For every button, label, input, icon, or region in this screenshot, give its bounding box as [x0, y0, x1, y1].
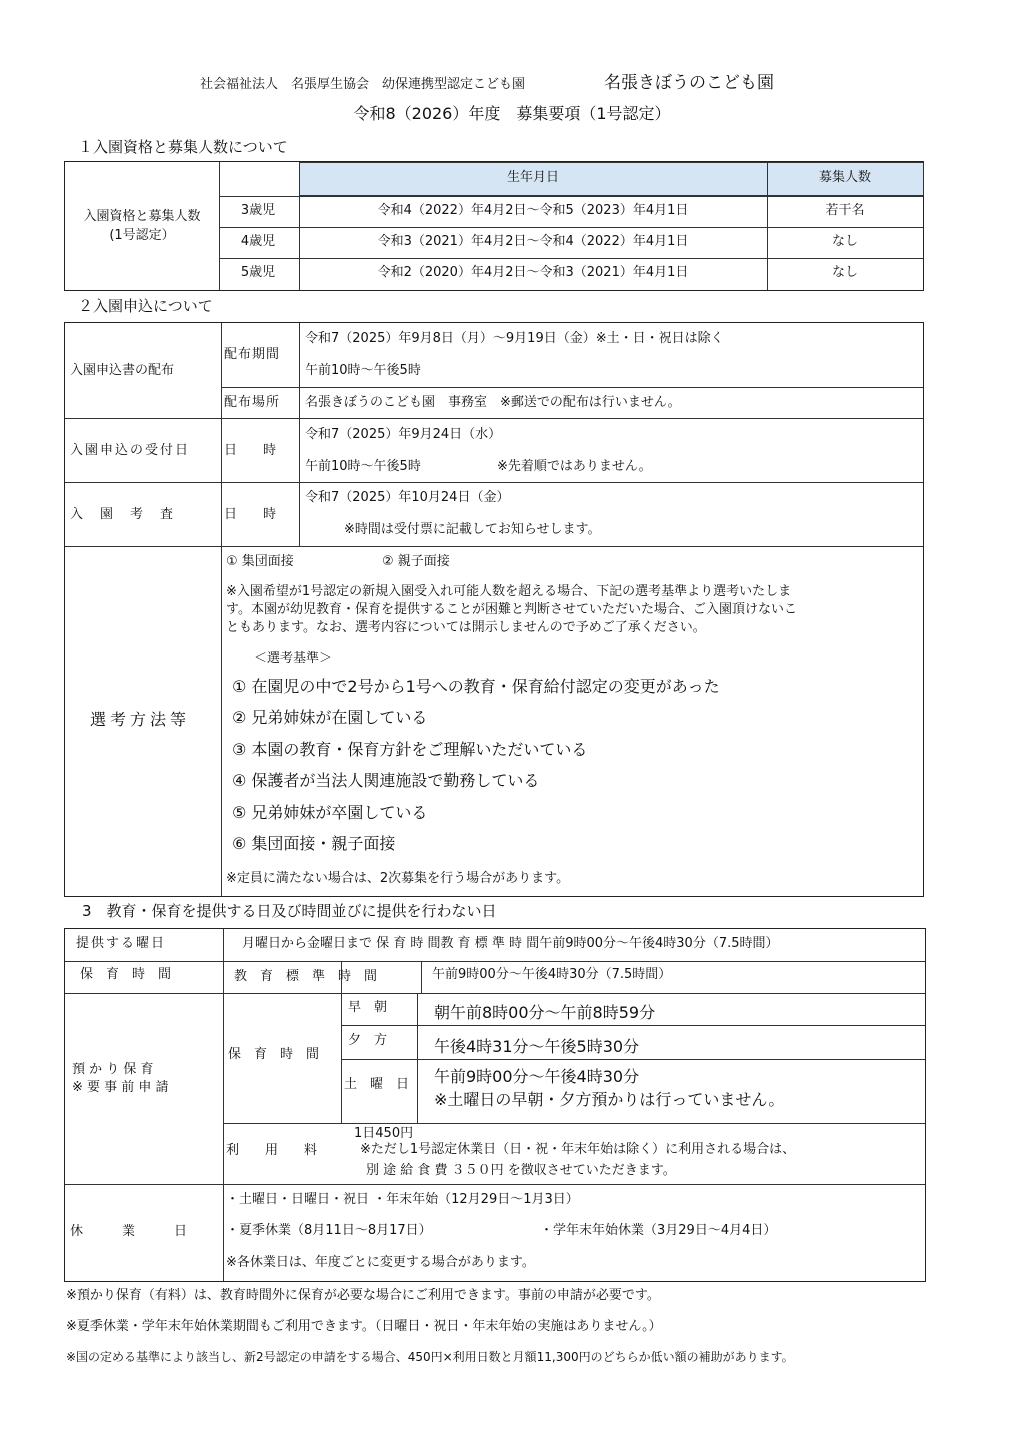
org-line: 社会福祉法人 名張厚生協会 幼保連携型認定こども園 [200, 77, 526, 92]
footnote-2: ※夏季休業・学年末年始休業期間もご利用できます。（日曜日・祝日・年末年始の実施はありません。） [66, 1319, 662, 1334]
accept-label: 入園申込の受付日 [70, 443, 191, 458]
early-value: 朝午前8時00分～午前8時59分 [434, 1003, 656, 1022]
accept-sub: 日 時 [224, 443, 277, 458]
dist-period-label: 配布期間 [224, 347, 281, 362]
section2-heading: ２入園申込について [78, 297, 213, 315]
fee-label: 利 用 料 [226, 1143, 318, 1158]
footnote-3: ※国の定める基準により該当し、新2号認定の申請をする場合、450円×利用日数と月額11,300円のどちらか低い額の補助があります。 [66, 1350, 794, 1364]
sat-note: ※土曜日の早朝・夕方預かりは行っていません。 [434, 1090, 785, 1109]
method-2: ② 親子面接 [382, 554, 450, 569]
sat-value: 午前9時00分～午後4時30分 [434, 1067, 640, 1086]
age-3: 3歳児 [240, 203, 276, 218]
fee-3: 別 途 給 食 費 ３５０円 を徴収させていただきます。 [366, 1163, 676, 1178]
accept-2: 午前10時～午後5時 [305, 459, 421, 474]
hours-label: 保 育 時 間 [80, 967, 172, 982]
exam-sub: 日 時 [224, 507, 277, 522]
fee-2: ※ただし1号認定休業日（日・祝・年末年始は除く）に利用される場合は、 [360, 1142, 796, 1157]
col-header-count: 募集人数 [818, 170, 871, 185]
dist-period-2: 午前10時～午後5時 [305, 363, 421, 378]
dist-period-1: 令和7（2025）年9月8日（月）～9月19日（金）※土・日・祝日は除く [305, 331, 724, 346]
note-3: ともあります。なお、選考内容については開示しませんので予めご了承ください。 [226, 620, 706, 635]
care-hours-label: 保 育 時 間 [228, 1047, 320, 1062]
criteria-1: ① 在園児の中で2号から1号への教育・保育給付認定の変更があった [232, 677, 720, 696]
criteria-6: ⑥ 集団面接・親子面接 [232, 834, 396, 853]
exam-2: ※時間は受付票に記載してお知らせします。 [344, 522, 601, 537]
criteria-2: ② 兄弟姉妹が在園している [232, 708, 428, 727]
school-name: 名張きぼうのこども園 [604, 73, 774, 93]
footnote-1: ※預かり保育（有料）は、教育時間外に保育が必要な場合にご利用できます。事前の申請が必要です。 [66, 1288, 660, 1303]
eligibility-label-1: 入園資格と募集人数 [83, 209, 201, 224]
birth-4: 令和3（2021）年4月2日～令和4（2022）年4月1日 [377, 234, 689, 249]
criteria-title: ＜選考基準＞ [254, 651, 333, 666]
page-title: 令和8（2026）年度 募集要項（1号認定） [353, 104, 671, 123]
holiday-note: ※各休業日は、年度ごとに変更する場合があります。 [226, 1255, 535, 1270]
holiday-2b: ・学年末年始休業（3月29日～4月4日） [540, 1223, 777, 1238]
days-label: 提供する曜日 [76, 936, 167, 951]
days-value: 月曜日から金曜日まで 保 育 時 間教 育 標 準 時 間午前9時00分～午後4時30分（7.5時間） [242, 936, 779, 951]
exam-label: 入 園 考 査 [70, 507, 176, 522]
select-label: 選考方法等 [90, 710, 191, 729]
early-label: 早 朝 [348, 1000, 388, 1015]
note-2: す。本園が幼児教育・保育を提供することが困難と判断させていただいた場合、ご入園頂けないこ [226, 602, 797, 617]
count-5: なし [831, 265, 858, 280]
criteria-4: ④ 保護者が当法人関連施設で勤務している [232, 771, 540, 790]
sat-label: 土 曜 日 [344, 1077, 410, 1092]
care-label-2: ※ 要 事 前 申 請 [72, 1080, 169, 1095]
age-5: 5歳児 [240, 265, 276, 280]
std-label: 教 育 標 準 時 間 [234, 969, 378, 984]
holiday-1: ・土曜日・日曜日・祝日 ・年末年始（12月29日～1月3日） [226, 1192, 579, 1207]
std-value: 午前9時00分～午後4時30分（7.5時間） [432, 967, 672, 982]
birth-5: 令和2（2020）年4月2日～令和3（2021）年4月1日 [377, 265, 689, 280]
dist-place-label: 配布場所 [224, 395, 281, 410]
col-header-birth: 生年月日 [506, 170, 559, 185]
fee-1: 1日450円 [354, 1126, 414, 1141]
eligibility-label-2: (1号認定） [109, 228, 175, 243]
method-1: ① 集団面接 [226, 554, 294, 569]
count-3: 若干名 [825, 203, 865, 218]
holiday-label: 休 業 日 [70, 1224, 188, 1239]
exam-1: 令和7（2025）年10月24日（金） [305, 490, 510, 505]
evening-label: 夕 方 [348, 1033, 388, 1048]
evening-value: 午後4時31分～午後5時30分 [434, 1037, 640, 1056]
select-footer-note: ※定員に満たない場合は、2次募集を行う場合があります。 [226, 871, 570, 886]
birth-3: 令和4（2022）年4月2日～令和5（2023）年4月1日 [377, 203, 689, 218]
accept-note: ※先着順ではありません。 [497, 459, 652, 474]
age-4: 4歳児 [240, 234, 276, 249]
section1-heading: １入園資格と募集人数について [78, 138, 288, 156]
dist-place: 名張きぼうのこども園 事務室 ※郵送での配布は行いません。 [305, 395, 681, 410]
count-4: なし [831, 234, 858, 249]
criteria-3: ③ 本園の教育・保育方針をご理解いただいている [232, 740, 588, 759]
care-label-1: 預 か り 保 育 [72, 1062, 154, 1077]
accept-1: 令和7（2025）年9月24日（水） [305, 427, 502, 442]
holiday-2a: ・夏季休業（8月11日～8月17日） [226, 1223, 432, 1238]
note-1: ※入園希望が1号認定の新規入園受入れ可能人数を超える場合、下記の選考基準より選考いたしま [226, 584, 792, 599]
dist-label: 入園申込書の配布 [70, 363, 175, 378]
criteria-5: ⑤ 兄弟姉妹が卒園している [232, 803, 428, 822]
section3-heading: 3 教育・保育を提供する日及び時間並びに提供を行わない日 [82, 902, 497, 920]
